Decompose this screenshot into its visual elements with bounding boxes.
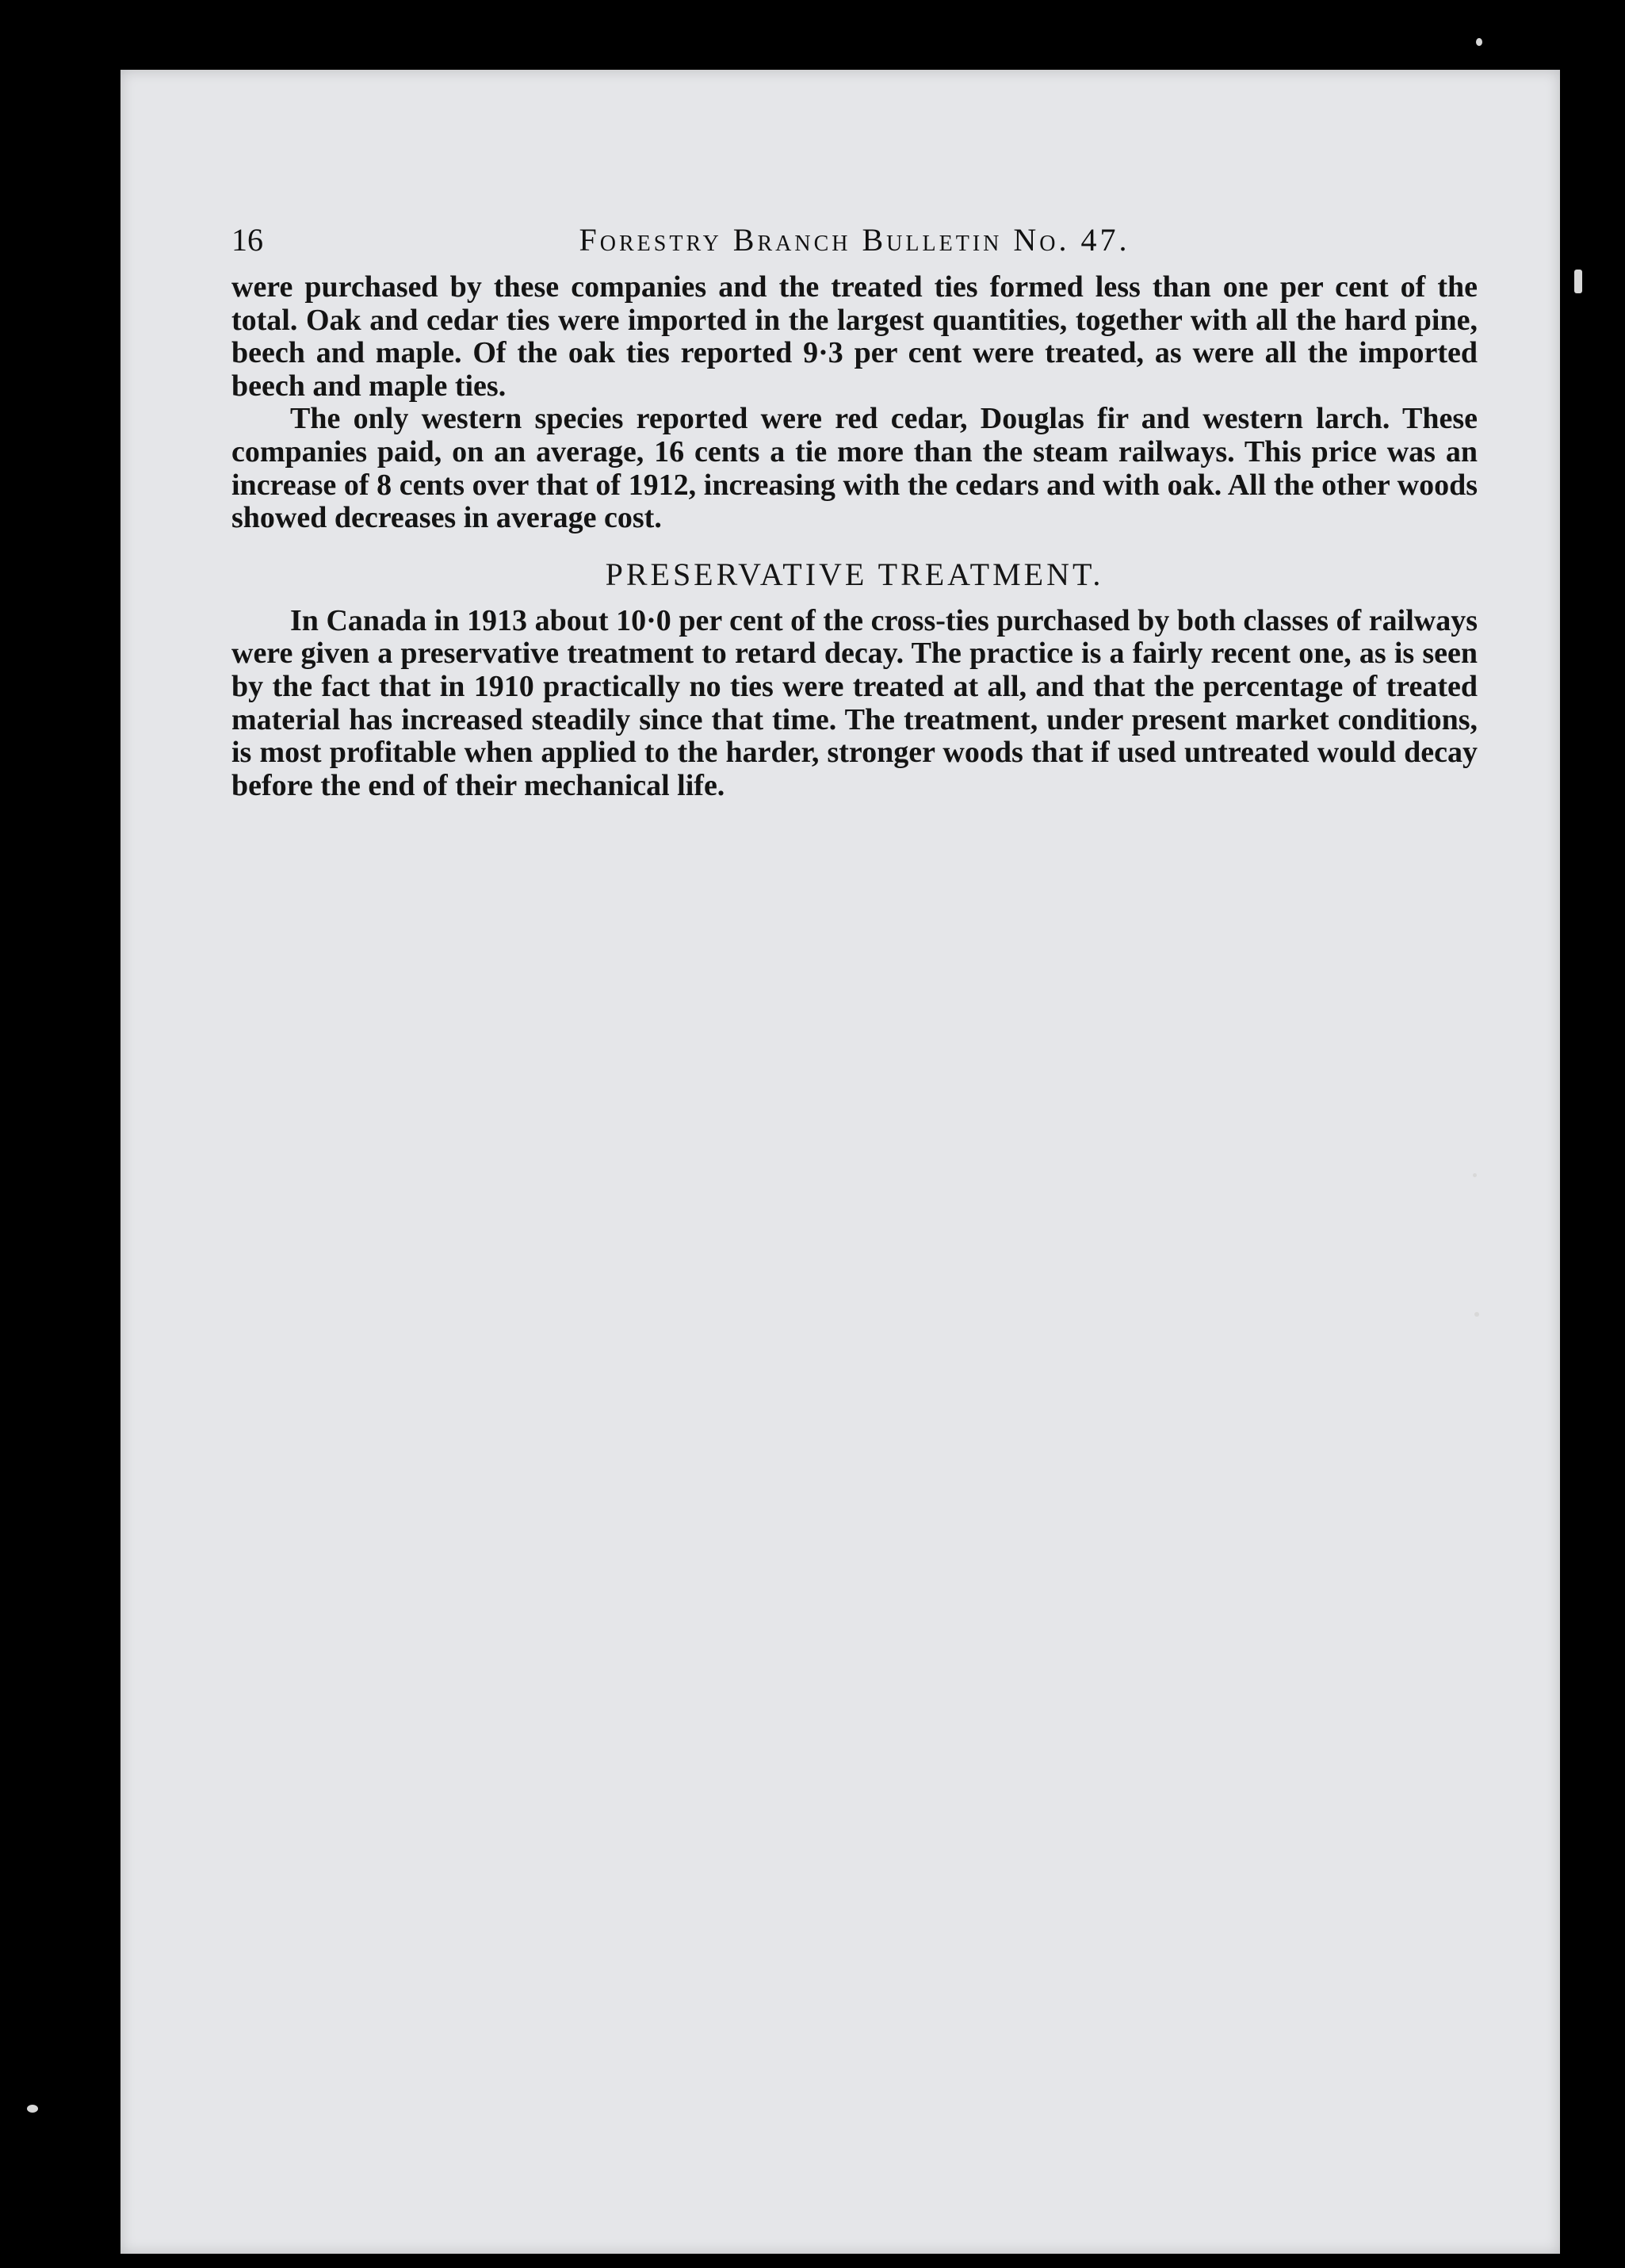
- scan-speck: [1473, 1173, 1477, 1177]
- paragraph-western-species: The only western species reported were red cedar, Douglas fir and western larch. These companies paid, on an average, 16 cents a tie more than the steam railways. This price was an increase of 8 cents over that of 1912, increasing with the cedars and with oak. All the other woods showed decreases in average cost.: [231, 402, 1478, 535]
- scanned-page: [120, 70, 1560, 2254]
- paragraph-continuation: were purchased by these companies and the treated ties formed less than one per cent of the total. Oak and cedar ties were imported in the largest quantities, together with all the hard pine, beech and maple. Of the oak ties reported 9·3 per cent were treated, as were all the imported beech and maple ties.: [231, 270, 1478, 403]
- scan-speck: [1474, 1312, 1479, 1317]
- scan-speck: [1476, 38, 1482, 46]
- section-heading: PRESERVATIVE TREATMENT.: [605, 556, 1104, 592]
- page-number: 16: [231, 222, 263, 258]
- scan-speck: [27, 2105, 38, 2113]
- paragraph-preservative-treatment: In Canada in 1913 about 10·0 per cent of the cross-ties purchased by both classes of railways were given a preservative treatment to retard decay. The practice is a fairly recent one, as is seen by the fact that in 1910 practically no ties were treated at all, and that the percentage of treated material has increased steadily since that time. The treatment, under present market conditions, is most profitable when applied to the harder, stronger woods that if used untreated would decay before the end of their mechanical life.: [231, 603, 1478, 802]
- running-head: [231, 216, 1478, 264]
- header-title: Forestry Branch Bulletin No. 47.: [579, 222, 1130, 258]
- scan-speck: [1574, 270, 1582, 293]
- body-text: [231, 271, 1478, 802]
